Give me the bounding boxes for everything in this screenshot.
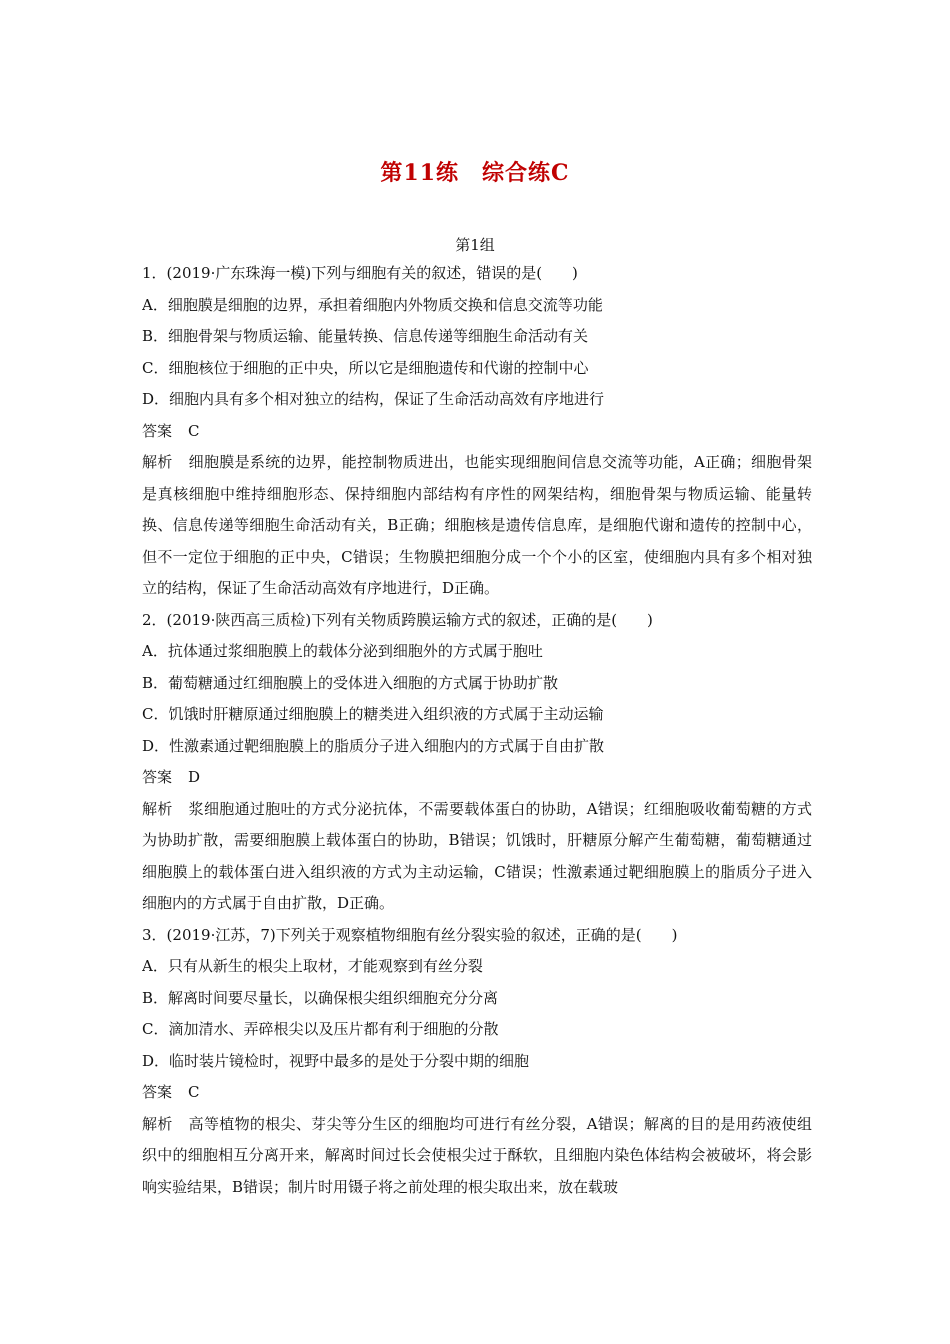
analysis-paragraph: [142, 447, 812, 605]
answer-value: D: [188, 768, 201, 786]
analysis-label: 解析: [142, 453, 173, 471]
analysis-label: 解析: [142, 1114, 173, 1133]
page-title: 第11练 综合练C: [380, 160, 570, 186]
question-block: [142, 920, 812, 1204]
question-option: D．临时装片镜检时，视野中最多的是处于分裂中期的细胞: [142, 1051, 530, 1070]
question-option: C．饥饿时肝糖原通过细胞膜上的糖类进入组织液的方式属于主动运输: [142, 705, 604, 723]
question-block: [142, 605, 812, 920]
question-option: B．细胞骨架与物质运输、能量转换、信息传递等细胞生命活动有关: [142, 327, 589, 345]
answer-line: [142, 1077, 812, 1109]
answer-value: C: [188, 1083, 200, 1101]
question-option: D．细胞内具有多个相对独立的结构，保证了生命活动高效有序地进行: [142, 390, 605, 408]
question-option: A．只有从新生的根尖上取材，才能观察到有丝分裂: [142, 957, 483, 975]
question-option: A．细胞膜是细胞的边界，承担着细胞内外物质交换和信息交流等功能: [142, 295, 603, 314]
question-block: [142, 258, 812, 605]
answer-label: 答案: [142, 421, 173, 440]
analysis-paragraph: [142, 1109, 812, 1204]
question-option: C．细胞核位于细胞的正中央，所以它是细胞遗传和代谢的控制中心: [142, 358, 589, 377]
answer-label: 答案: [142, 768, 173, 786]
question-option: B．葡萄糖通过红细胞膜上的受体进入细胞的方式属于协助扩散: [142, 673, 559, 692]
question-option: D．性激素通过靶细胞膜上的脂质分子进入细胞内的方式属于自由扩散: [142, 736, 605, 755]
analysis-text: 细胞膜是系统的边界，能控制物质进出，也能实现细胞间信息交流等功能，A正确；细胞骨架是真核细胞中维持细胞形态、保持细胞内部结构有序性的网架结构，细胞骨架与物质运输、能量转换、信息传递等细胞生命活动有关，B正确；细胞核是遗传信息库，是细胞代谢和遗传的控制中心，但不一定位于细胞的正中央，C错误；生物膜把细胞分成一个个小的区室，使细胞内具有多个相对独立的结构，保证了生命活动高效有序地进行，D正确。: [142, 453, 812, 597]
question-option: A．抗体通过浆细胞膜上的载体分泌到细胞外的方式属于胞吐: [142, 642, 543, 660]
answer-value: C: [188, 421, 200, 440]
analysis-text: 浆细胞通过胞吐的方式分泌抗体，不需要载体蛋白的协助，A错误；红细胞吸收葡萄糖的方式为协助扩散，需要细胞膜上载体蛋白的协助，B错误；饥饿时，肝糖原分解产生葡萄糖，葡萄糖通过细胞膜上的载体蛋白进入组织液的方式为主动运输，C错误；性激素通过靶细胞膜上的脂质分子进入细胞内的方式属于自由扩散，D正确。: [142, 799, 812, 912]
analysis-paragraph: [142, 794, 812, 920]
question-stem: 2．(2019·陕西高三质检)下列有关物质跨膜运输方式的叙述，正确的是( ): [142, 610, 653, 629]
answer-line: [142, 416, 812, 448]
analysis-text: 高等植物的根尖、芽尖等分生区的细胞均可进行有丝分裂，A错误；解离的目的是用药液使组织中的细胞相互分离开来，解离时间过长会使根尖过于酥软，且细胞内染色体结构会被破坏，将会影响实验结果，B错误；制片时用镊子将之前处理的根尖取出来，放在载玻: [142, 1114, 812, 1196]
analysis-label: 解析: [142, 799, 173, 818]
answer-label: 答案: [142, 1083, 173, 1101]
answer-line: [142, 762, 812, 794]
group-heading: 第1组: [455, 236, 495, 254]
question-stem: 3．(2019·江苏，7)下列关于观察植物细胞有丝分裂实验的叙述，正确的是( ): [142, 925, 678, 944]
questions-container: [142, 258, 812, 1203]
question-option: B．解离时间要尽量长，以确保根尖组织细胞充分分离: [142, 988, 499, 1007]
question-option: C．滴加清水、弄碎根尖以及压片都有利于细胞的分散: [142, 1020, 499, 1038]
question-stem: 1．(2019·广东珠海一模)下列与细胞有关的叙述，错误的是( ): [142, 264, 578, 282]
